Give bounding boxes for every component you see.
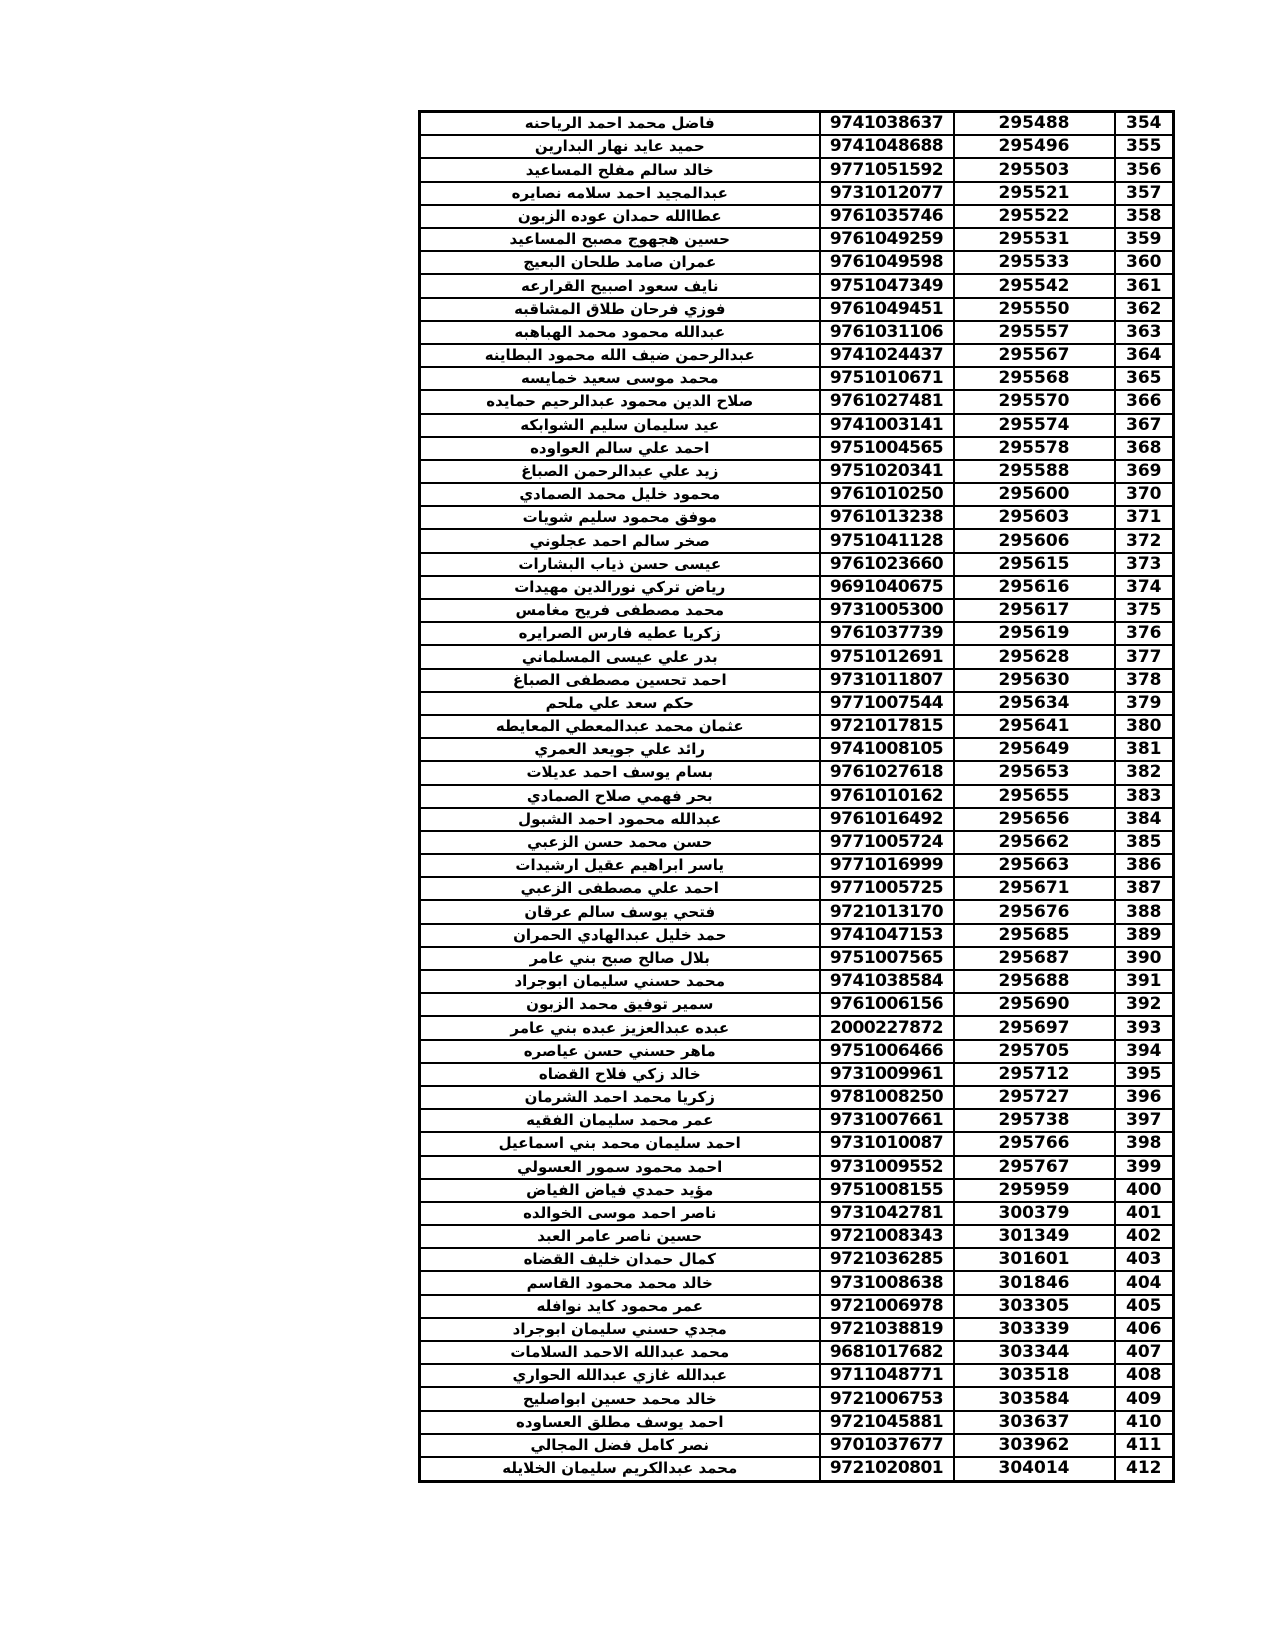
- table-row: [420, 645, 1174, 668]
- id-number-cell: 9751006466: [820, 1040, 954, 1063]
- file-number-cell: 295600: [954, 483, 1115, 506]
- name-cell: حميد عايد نهار البدارين: [420, 135, 820, 158]
- id-number-cell: 9761049451: [820, 298, 954, 321]
- serial-cell: 362: [1115, 298, 1174, 321]
- file-number-cell: 295567: [954, 344, 1115, 367]
- file-number-cell: 295630: [954, 669, 1115, 692]
- name-cell: نصر كامل فضل المجالي: [420, 1434, 820, 1457]
- table-row: [420, 158, 1174, 181]
- id-number-cell: 9751008155: [820, 1179, 954, 1202]
- name-cell: احمد سليمان محمد بني اسماعيل: [420, 1132, 820, 1155]
- serial-cell: 376: [1115, 622, 1174, 645]
- file-number-cell: 295606: [954, 529, 1115, 552]
- table-row: [420, 1040, 1174, 1063]
- file-number-cell: 295503: [954, 158, 1115, 181]
- table-row: [420, 599, 1174, 622]
- name-cell: نايف سعود اصبيح القرارعه: [420, 274, 820, 297]
- id-number-cell: 9731007661: [820, 1109, 954, 1132]
- table-row: [420, 1248, 1174, 1271]
- name-cell: فتحي يوسف سالم عرقان: [420, 900, 820, 923]
- table-row: [420, 715, 1174, 738]
- serial-cell: 410: [1115, 1411, 1174, 1434]
- serial-cell: 408: [1115, 1364, 1174, 1387]
- name-cell: زكريا محمد احمد الشرمان: [420, 1086, 820, 1109]
- name-cell: احمد محمود سمور العسولي: [420, 1156, 820, 1179]
- table-row: [420, 483, 1174, 506]
- serial-cell: 357: [1115, 182, 1174, 205]
- name-cell: محمد موسى سعيد خمايسه: [420, 367, 820, 390]
- file-number-cell: 295578: [954, 437, 1115, 460]
- name-cell: حسن محمد حسن الزعبي: [420, 831, 820, 854]
- file-number-cell: 295619: [954, 622, 1115, 645]
- serial-cell: 389: [1115, 924, 1174, 947]
- table-row: [420, 1364, 1174, 1387]
- name-cell: عبدالمجيد احمد سلامه نصايره: [420, 182, 820, 205]
- id-number-cell: 9751007565: [820, 947, 954, 970]
- serial-cell: 374: [1115, 576, 1174, 599]
- id-number-cell: 9691040675: [820, 576, 954, 599]
- table-row: [420, 576, 1174, 599]
- serial-cell: 372: [1115, 529, 1174, 552]
- name-cell: محمد حسني سليمان ابوجراد: [420, 970, 820, 993]
- table-row: [420, 344, 1174, 367]
- name-cell: خالد محمد محمود القاسم: [420, 1271, 820, 1294]
- file-number-cell: 295690: [954, 993, 1115, 1016]
- name-cell: عيد سليمان سليم الشوابكه: [420, 414, 820, 437]
- table-row: [420, 135, 1174, 158]
- id-number-cell: 9761031106: [820, 321, 954, 344]
- id-number-cell: 9771005725: [820, 877, 954, 900]
- id-number-cell: 9751012691: [820, 645, 954, 668]
- serial-cell: 364: [1115, 344, 1174, 367]
- name-cell: سمير توفيق محمد الزبون: [420, 993, 820, 1016]
- serial-cell: 368: [1115, 437, 1174, 460]
- serial-cell: 354: [1115, 112, 1174, 136]
- id-number-cell: 9751004565: [820, 437, 954, 460]
- id-number-cell: 9721045881: [820, 1411, 954, 1434]
- table-row: [420, 228, 1174, 251]
- serial-cell: 409: [1115, 1387, 1174, 1410]
- serial-cell: 381: [1115, 738, 1174, 761]
- serial-cell: 395: [1115, 1063, 1174, 1086]
- id-number-cell: 9741038584: [820, 970, 954, 993]
- file-number-cell: 303305: [954, 1295, 1115, 1318]
- id-number-cell: 2000227872: [820, 1016, 954, 1039]
- id-number-cell: 9761006156: [820, 993, 954, 1016]
- file-number-cell: 295603: [954, 506, 1115, 529]
- name-cell: عبدالله محمود احمد الشبول: [420, 808, 820, 831]
- table-row: [420, 1457, 1174, 1482]
- file-number-cell: 300379: [954, 1202, 1115, 1225]
- table-row: [420, 970, 1174, 993]
- file-number-cell: 295656: [954, 808, 1115, 831]
- name-cell: بلال صالح صبح بني عامر: [420, 947, 820, 970]
- name-cell: حسين ناصر عامر العبد: [420, 1225, 820, 1248]
- id-number-cell: 9731008638: [820, 1271, 954, 1294]
- file-number-cell: 303962: [954, 1434, 1115, 1457]
- serial-cell: 386: [1115, 854, 1174, 877]
- table-row: [420, 692, 1174, 715]
- file-number-cell: 295570: [954, 390, 1115, 413]
- table-row: [420, 367, 1174, 390]
- table-row: [420, 1016, 1174, 1039]
- serial-cell: 406: [1115, 1318, 1174, 1341]
- file-number-cell: 295634: [954, 692, 1115, 715]
- table-row: [420, 1271, 1174, 1294]
- table-row: [420, 785, 1174, 808]
- table-row: [420, 205, 1174, 228]
- file-number-cell: 295649: [954, 738, 1115, 761]
- name-cell: عيسى حسن ذياب البشارات: [420, 553, 820, 576]
- serial-cell: 405: [1115, 1295, 1174, 1318]
- id-number-cell: 9761027618: [820, 761, 954, 784]
- table-row: [420, 738, 1174, 761]
- table-row: [420, 761, 1174, 784]
- id-number-cell: 9731009552: [820, 1156, 954, 1179]
- name-cell: فوزي فرحان طلاق المشاقبه: [420, 298, 820, 321]
- id-number-cell: 9751047349: [820, 274, 954, 297]
- file-number-cell: 295568: [954, 367, 1115, 390]
- file-number-cell: 295488: [954, 112, 1115, 136]
- table-row: [420, 854, 1174, 877]
- table-row: [420, 182, 1174, 205]
- name-cell: خالد محمد حسين ابواصليح: [420, 1387, 820, 1410]
- serial-cell: 373: [1115, 553, 1174, 576]
- records-table-container: [418, 110, 1175, 1483]
- file-number-cell: 304014: [954, 1457, 1115, 1482]
- serial-cell: 394: [1115, 1040, 1174, 1063]
- table-row: [420, 831, 1174, 854]
- file-number-cell: 303584: [954, 1387, 1115, 1410]
- name-cell: احمد يوسف مطلق العساوده: [420, 1411, 820, 1434]
- file-number-cell: 295542: [954, 274, 1115, 297]
- table-row: [420, 1411, 1174, 1434]
- id-number-cell: 9721038819: [820, 1318, 954, 1341]
- serial-cell: 392: [1115, 993, 1174, 1016]
- name-cell: احمد علي مصطفى الزعبي: [420, 877, 820, 900]
- table-row: [420, 1318, 1174, 1341]
- serial-cell: 390: [1115, 947, 1174, 970]
- file-number-cell: 295655: [954, 785, 1115, 808]
- file-number-cell: 295550: [954, 298, 1115, 321]
- serial-cell: 369: [1115, 460, 1174, 483]
- file-number-cell: 295628: [954, 645, 1115, 668]
- serial-cell: 412: [1115, 1457, 1174, 1482]
- name-cell: رياض تركي نورالدين مهيدات: [420, 576, 820, 599]
- table-row: [420, 437, 1174, 460]
- name-cell: رائد علي جويعد العمري: [420, 738, 820, 761]
- id-number-cell: 9721013170: [820, 900, 954, 923]
- file-number-cell: 303518: [954, 1364, 1115, 1387]
- id-number-cell: 9781008250: [820, 1086, 954, 1109]
- name-cell: ناصر احمد موسى الخوالده: [420, 1202, 820, 1225]
- table-row: [420, 808, 1174, 831]
- name-cell: عثمان محمد عبدالمعطي المعايطه: [420, 715, 820, 738]
- id-number-cell: 9721006753: [820, 1387, 954, 1410]
- id-number-cell: 9771005724: [820, 831, 954, 854]
- id-number-cell: 9761027481: [820, 390, 954, 413]
- serial-cell: 400: [1115, 1179, 1174, 1202]
- table-row: [420, 1295, 1174, 1318]
- table-row: [420, 993, 1174, 1016]
- file-number-cell: 295959: [954, 1179, 1115, 1202]
- name-cell: محمد عبدالله الاحمد السلامات: [420, 1341, 820, 1364]
- table-row: [420, 460, 1174, 483]
- name-cell: مؤيد حمدي فياض الفياض: [420, 1179, 820, 1202]
- file-number-cell: 295738: [954, 1109, 1115, 1132]
- serial-cell: 391: [1115, 970, 1174, 993]
- id-number-cell: 9731010087: [820, 1132, 954, 1155]
- serial-cell: 398: [1115, 1132, 1174, 1155]
- file-number-cell: 295662: [954, 831, 1115, 854]
- serial-cell: 367: [1115, 414, 1174, 437]
- name-cell: خالد زكي فلاح القضاه: [420, 1063, 820, 1086]
- name-cell: حكم سعد علي ملحم: [420, 692, 820, 715]
- id-number-cell: 9741024437: [820, 344, 954, 367]
- id-number-cell: 9721020801: [820, 1457, 954, 1482]
- table-row: [420, 877, 1174, 900]
- id-number-cell: 9731011807: [820, 669, 954, 692]
- file-number-cell: 295676: [954, 900, 1115, 923]
- file-number-cell: 301601: [954, 1248, 1115, 1271]
- file-number-cell: 295766: [954, 1132, 1115, 1155]
- name-cell: بدر علي عيسى المسلماني: [420, 645, 820, 668]
- file-number-cell: 301846: [954, 1271, 1115, 1294]
- file-number-cell: 295767: [954, 1156, 1115, 1179]
- table-row: [420, 1109, 1174, 1132]
- name-cell: فاضل محمد احمد الرياحنه: [420, 112, 820, 136]
- id-number-cell: 9761013238: [820, 506, 954, 529]
- records-tbody: [420, 112, 1174, 1482]
- file-number-cell: 301349: [954, 1225, 1115, 1248]
- serial-cell: 411: [1115, 1434, 1174, 1457]
- file-number-cell: 295641: [954, 715, 1115, 738]
- file-number-cell: 303344: [954, 1341, 1115, 1364]
- table-row: [420, 298, 1174, 321]
- name-cell: موفق محمود سليم شويات: [420, 506, 820, 529]
- name-cell: ياسر ابراهيم عقيل ارشيدات: [420, 854, 820, 877]
- file-number-cell: 295588: [954, 460, 1115, 483]
- table-row: [420, 274, 1174, 297]
- name-cell: زيد علي عبدالرحمن الصباغ: [420, 460, 820, 483]
- table-row: [420, 251, 1174, 274]
- serial-cell: 403: [1115, 1248, 1174, 1271]
- name-cell: عمران صامد طلحان البعيج: [420, 251, 820, 274]
- records-table: [418, 110, 1175, 1483]
- table-row: [420, 1387, 1174, 1410]
- file-number-cell: 295557: [954, 321, 1115, 344]
- file-number-cell: 295727: [954, 1086, 1115, 1109]
- file-number-cell: 295663: [954, 854, 1115, 877]
- table-row: [420, 1086, 1174, 1109]
- id-number-cell: 9771007544: [820, 692, 954, 715]
- id-number-cell: 9771051592: [820, 158, 954, 181]
- file-number-cell: 295615: [954, 553, 1115, 576]
- serial-cell: 363: [1115, 321, 1174, 344]
- serial-cell: 396: [1115, 1086, 1174, 1109]
- serial-cell: 361: [1115, 274, 1174, 297]
- id-number-cell: 9761049598: [820, 251, 954, 274]
- serial-cell: 366: [1115, 390, 1174, 413]
- table-row: [420, 947, 1174, 970]
- id-number-cell: 9721006978: [820, 1295, 954, 1318]
- serial-cell: 380: [1115, 715, 1174, 738]
- serial-cell: 378: [1115, 669, 1174, 692]
- id-number-cell: 9751041128: [820, 529, 954, 552]
- serial-cell: 401: [1115, 1202, 1174, 1225]
- name-cell: حسين هجهوج مصبح المساعيد: [420, 228, 820, 251]
- serial-cell: 356: [1115, 158, 1174, 181]
- table-row: [420, 390, 1174, 413]
- serial-cell: 375: [1115, 599, 1174, 622]
- table-row: [420, 900, 1174, 923]
- name-cell: عمر محمود كايد نوافله: [420, 1295, 820, 1318]
- id-number-cell: 9731009961: [820, 1063, 954, 1086]
- name-cell: عبدالرحمن ضيف الله محمود البطاينه: [420, 344, 820, 367]
- serial-cell: 358: [1115, 205, 1174, 228]
- name-cell: زكريا عطيه فارس الصرايره: [420, 622, 820, 645]
- id-number-cell: 9761023660: [820, 553, 954, 576]
- file-number-cell: 295685: [954, 924, 1115, 947]
- id-number-cell: 9711048771: [820, 1364, 954, 1387]
- serial-cell: 365: [1115, 367, 1174, 390]
- name-cell: احمد تحسين مصطفى الصباغ: [420, 669, 820, 692]
- id-number-cell: 9741048688: [820, 135, 954, 158]
- name-cell: عبدالله غازي عبدالله الحواري: [420, 1364, 820, 1387]
- table-row: [420, 1225, 1174, 1248]
- id-number-cell: 9761035746: [820, 205, 954, 228]
- table-row: [420, 506, 1174, 529]
- table-row: [420, 1132, 1174, 1155]
- id-number-cell: 9701037677: [820, 1434, 954, 1457]
- file-number-cell: 295671: [954, 877, 1115, 900]
- table-row: [420, 112, 1174, 136]
- name-cell: محمد عبدالكريم سليمان الخلايله: [420, 1457, 820, 1482]
- id-number-cell: 9731012077: [820, 182, 954, 205]
- serial-cell: 371: [1115, 506, 1174, 529]
- table-row: [420, 321, 1174, 344]
- name-cell: عبدالله محمود محمد الهباهبه: [420, 321, 820, 344]
- file-number-cell: 295653: [954, 761, 1115, 784]
- id-number-cell: 9721008343: [820, 1225, 954, 1248]
- name-cell: صلاح الدين محمود عبدالرحيم حمايده: [420, 390, 820, 413]
- name-cell: حمد خليل عبدالهادي الحمران: [420, 924, 820, 947]
- id-number-cell: 9731042781: [820, 1202, 954, 1225]
- id-number-cell: 9761016492: [820, 808, 954, 831]
- serial-cell: 388: [1115, 900, 1174, 923]
- table-row: [420, 1341, 1174, 1364]
- name-cell: مجدي حسني سليمان ابوجراد: [420, 1318, 820, 1341]
- serial-cell: 383: [1115, 785, 1174, 808]
- id-number-cell: 9771016999: [820, 854, 954, 877]
- table-row: [420, 1156, 1174, 1179]
- serial-cell: 360: [1115, 251, 1174, 274]
- serial-cell: 377: [1115, 645, 1174, 668]
- file-number-cell: 303637: [954, 1411, 1115, 1434]
- id-number-cell: 9741003141: [820, 414, 954, 437]
- table-row: [420, 1202, 1174, 1225]
- name-cell: ماهر حسني حسن عياصره: [420, 1040, 820, 1063]
- serial-cell: 355: [1115, 135, 1174, 158]
- table-row: [420, 414, 1174, 437]
- serial-cell: 397: [1115, 1109, 1174, 1132]
- id-number-cell: 9721036285: [820, 1248, 954, 1271]
- table-row: [420, 1063, 1174, 1086]
- serial-cell: 379: [1115, 692, 1174, 715]
- name-cell: احمد علي سالم العواوده: [420, 437, 820, 460]
- file-number-cell: 295574: [954, 414, 1115, 437]
- id-number-cell: 9741008105: [820, 738, 954, 761]
- id-number-cell: 9681017682: [820, 1341, 954, 1364]
- file-number-cell: 295617: [954, 599, 1115, 622]
- name-cell: محمد مصطفى فريح مغامس: [420, 599, 820, 622]
- id-number-cell: 9731005300: [820, 599, 954, 622]
- serial-cell: 385: [1115, 831, 1174, 854]
- file-number-cell: 295705: [954, 1040, 1115, 1063]
- id-number-cell: 9751010671: [820, 367, 954, 390]
- file-number-cell: 295712: [954, 1063, 1115, 1086]
- serial-cell: 404: [1115, 1271, 1174, 1294]
- table-row: [420, 1434, 1174, 1457]
- id-number-cell: 9741047153: [820, 924, 954, 947]
- serial-cell: 384: [1115, 808, 1174, 831]
- serial-cell: 370: [1115, 483, 1174, 506]
- name-cell: بحر فهمي صلاح الصمادي: [420, 785, 820, 808]
- table-row: [420, 553, 1174, 576]
- id-number-cell: 9761049259: [820, 228, 954, 251]
- name-cell: خالد سالم مفلح المساعيد: [420, 158, 820, 181]
- id-number-cell: 9761010250: [820, 483, 954, 506]
- file-number-cell: 295616: [954, 576, 1115, 599]
- file-number-cell: 295531: [954, 228, 1115, 251]
- table-row: [420, 924, 1174, 947]
- serial-cell: 407: [1115, 1341, 1174, 1364]
- file-number-cell: 295533: [954, 251, 1115, 274]
- file-number-cell: 295697: [954, 1016, 1115, 1039]
- id-number-cell: 9721017815: [820, 715, 954, 738]
- name-cell: عمر محمد سليمان الفقيه: [420, 1109, 820, 1132]
- table-row: [420, 622, 1174, 645]
- serial-cell: 402: [1115, 1225, 1174, 1248]
- file-number-cell: 295522: [954, 205, 1115, 228]
- file-number-cell: 303339: [954, 1318, 1115, 1341]
- id-number-cell: 9741038637: [820, 112, 954, 136]
- file-number-cell: 295687: [954, 947, 1115, 970]
- serial-cell: 382: [1115, 761, 1174, 784]
- serial-cell: 359: [1115, 228, 1174, 251]
- id-number-cell: 9761010162: [820, 785, 954, 808]
- name-cell: عبده عبدالعزيز عبده بني عامر: [420, 1016, 820, 1039]
- name-cell: محمود خليل محمد الصمادي: [420, 483, 820, 506]
- table-row: [420, 529, 1174, 552]
- file-number-cell: 295688: [954, 970, 1115, 993]
- table-row: [420, 1179, 1174, 1202]
- id-number-cell: 9761037739: [820, 622, 954, 645]
- serial-cell: 399: [1115, 1156, 1174, 1179]
- table-row: [420, 669, 1174, 692]
- name-cell: صخر سالم احمد عجلوني: [420, 529, 820, 552]
- serial-cell: 387: [1115, 877, 1174, 900]
- name-cell: كمال حمدان خليف القضاه: [420, 1248, 820, 1271]
- serial-cell: 393: [1115, 1016, 1174, 1039]
- file-number-cell: 295496: [954, 135, 1115, 158]
- file-number-cell: 295521: [954, 182, 1115, 205]
- name-cell: بسام يوسف احمد عديلات: [420, 761, 820, 784]
- id-number-cell: 9751020341: [820, 460, 954, 483]
- name-cell: عطاالله حمدان عوده الزبون: [420, 205, 820, 228]
